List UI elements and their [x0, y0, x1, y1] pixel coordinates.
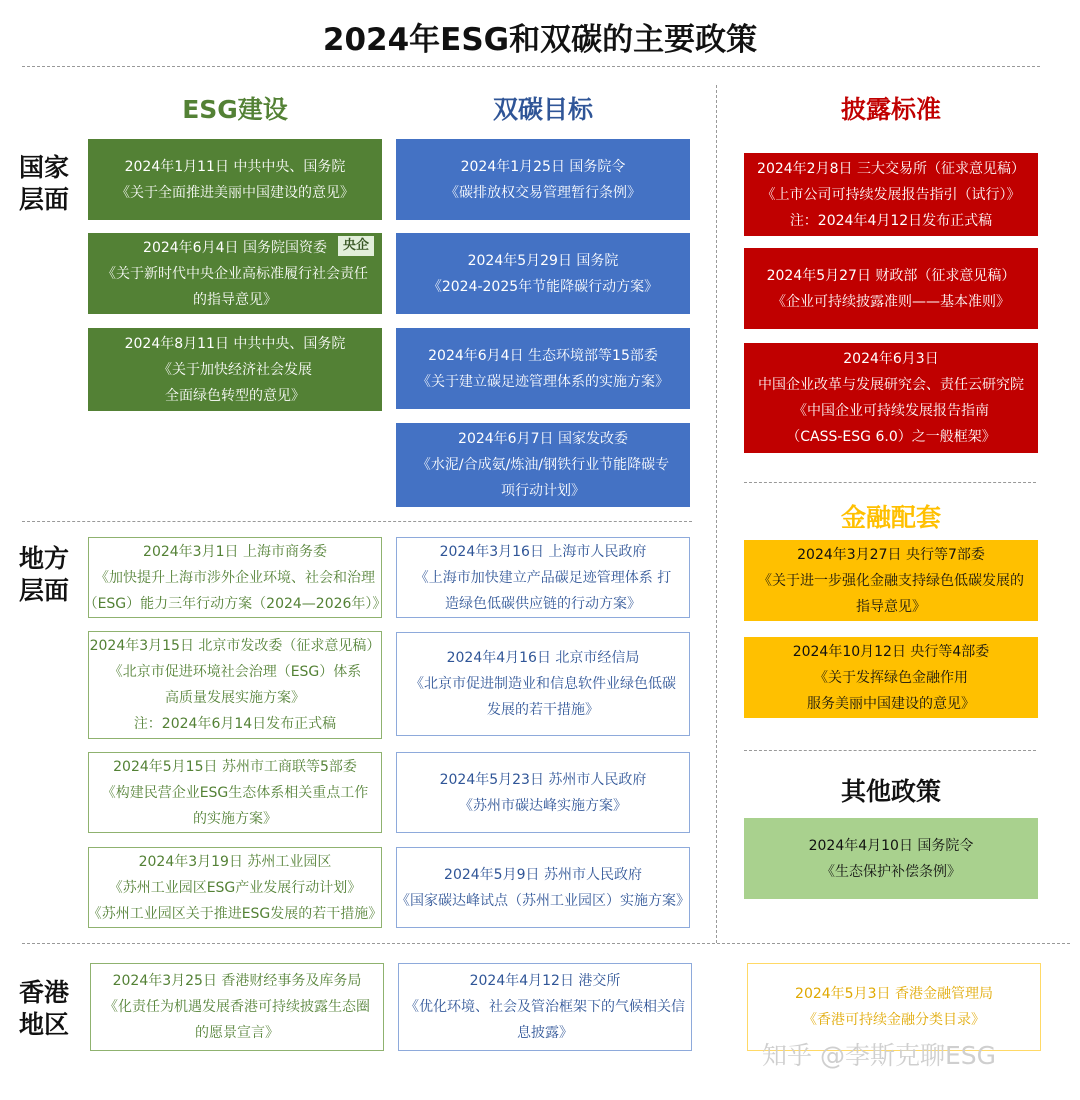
policy-text-line: （CASS-ESG 6.0）之一般框架》: [786, 429, 996, 445]
policy-date-issuer: 2024年8月11日 中共中央、国务院: [124, 335, 346, 352]
policy-text-line: 《中国企业可持续发展报告指南: [793, 403, 989, 419]
policy-box-carbon-national-3: [396, 328, 690, 409]
policy-text-line: 项行动计划》: [501, 483, 585, 499]
policy-date-issuer: 2024年5月15日 苏州市工商联等5部委: [113, 758, 357, 775]
policy-text-line: 中国企业改革与发展研究会、责任云研究院: [758, 377, 1024, 393]
policy-date-issuer: 2024年4月12日 港交所: [469, 973, 621, 989]
policy-text-line: 《关于建立碳足迹管理体系的实施方案》: [417, 373, 669, 390]
policy-box-carbon-national-4: [396, 423, 690, 507]
policy-date-issuer: 2024年1月25日 国务院令: [460, 158, 626, 175]
row-label-local: 地方 层面: [18, 544, 69, 605]
policy-date-issuer: 2024年5月9日 苏州市人民政府: [444, 866, 642, 883]
policy-date-issuer: 2024年6月3日: [843, 351, 939, 367]
policy-box-carbon-local-4: [396, 847, 690, 928]
policy-date-issuer: 2024年4月16日 北京市经信局: [446, 650, 640, 666]
policy-box-carbon-local-3: [396, 752, 690, 833]
policy-text-line: （ESG）能力三年行动方案（2024—2026年）》: [83, 595, 387, 612]
column-header-disclosure: 披露标准: [840, 95, 941, 124]
policy-box-esg-local-4: [88, 847, 382, 928]
policy-date-issuer: 2024年3月25日 香港财经事务及库务局: [112, 973, 362, 989]
national-local-divider: [22, 521, 692, 522]
local-hongkong-divider: [22, 943, 1070, 944]
policy-text-line: 造绿色低碳供应链的行动方案》: [445, 595, 641, 612]
policy-text-line: 《构建民营企业ESG生态体系相关重点工作: [101, 784, 369, 801]
policy-text-line: 服务美丽中国建设的意见》: [807, 695, 975, 712]
policy-date-issuer: 2024年3月1日 上海市商务委: [143, 543, 327, 560]
policy-box-disclosure-1: [744, 153, 1038, 236]
policy-text-line: 的愿景宣言》: [195, 1025, 279, 1041]
title-divider: [22, 66, 1040, 67]
policy-text-line: 指导意见》: [856, 598, 926, 615]
policy-text-line: 《企业可持续披露准则——基本准则》: [772, 293, 1010, 310]
policy-text-line: 《上市公司可持续发展报告指引（试行）》: [761, 186, 1021, 203]
policy-box-esg-local-3: [88, 752, 382, 833]
row-label-hongkong: 香港 地区: [18, 978, 69, 1039]
policy-text-line: 注：2024年6月14日发布正式稿: [133, 716, 337, 732]
policy-date-issuer: 2024年5月29日 国务院: [467, 252, 619, 269]
row-label-national: 国家 层面: [18, 153, 69, 214]
policy-box-hk-carbon: [398, 963, 692, 1051]
policy-date-issuer: 2024年6月4日 生态环境部等15部委: [428, 347, 658, 364]
policy-date-issuer: 2024年1月11日 中共中央、国务院: [124, 158, 346, 175]
policy-text-line: 《苏州市碳达峰实施方案》: [459, 797, 627, 814]
finance-other-divider: [744, 750, 1036, 751]
policy-date-issuer: 2024年5月3日 香港金融管理局: [795, 986, 993, 1002]
policy-text-line: 《北京市促进制造业和信息软件业绿色低碳: [410, 676, 676, 692]
policy-box-finance-2: [744, 637, 1038, 718]
policy-box-hk-esg: [90, 963, 384, 1051]
policy-box-disclosure-3: [744, 343, 1038, 453]
policy-text-line: 发展的若干措施》: [487, 702, 599, 718]
policy-box-carbon-national-2: [396, 233, 690, 314]
policy-text-line: 《关于加快经济社会发展: [158, 361, 312, 378]
policy-text-line: 《上海市加快建立产品碳足迹管理体系 打: [414, 569, 672, 586]
policy-date-issuer: 2024年5月27日 财政部（征求意见稿）: [766, 267, 1016, 284]
policy-date-issuer: 2024年2月8日 三大交易所（征求意见稿）: [757, 160, 1025, 177]
central-soe-badge: 央企: [338, 236, 374, 256]
policy-text-line: 的指导意见》: [193, 291, 277, 308]
policy-text-line: 息披露》: [517, 1025, 573, 1041]
policy-text-line: 《水泥/合成氨/炼油/钢铁行业节能降碳专: [416, 457, 670, 473]
policy-box-esg-national-3: [88, 328, 382, 411]
policy-box-esg-local-1: [83, 537, 387, 618]
column-divider: [716, 85, 717, 943]
policy-text-line: 《碳排放权交易管理暂行条例》: [445, 184, 641, 201]
column-header-esg: ESG建设: [182, 95, 288, 124]
policy-date-issuer: 2024年5月23日 苏州市人民政府: [439, 771, 647, 788]
policy-text-line: 《优化环境、社会及管治框架下的气候相关信: [405, 999, 685, 1015]
policy-text-line: 《关于全面推进美丽中国建设的意见》: [116, 184, 354, 201]
page-title: 2024年ESG和双碳的主要政策: [322, 22, 758, 58]
policy-box-esg-local-2: [88, 631, 382, 739]
policy-text-line: 《关于新时代中央企业高标准履行社会责任: [102, 265, 368, 282]
column-header-other: 其他政策: [840, 777, 941, 806]
column-header-finance: 金融配套: [840, 503, 941, 532]
column-header-carbon: 双碳目标: [492, 95, 593, 124]
policy-text-line: 《苏州工业园区ESG产业发展行动计划》: [108, 879, 362, 896]
watermark: 知乎 @李斯克聊ESG: [762, 1041, 996, 1070]
policy-text-line: 《北京市促进环境社会治理（ESG）体系: [108, 664, 362, 680]
policy-date-issuer: 2024年3月15日 北京市发改委（征求意见稿）: [89, 638, 381, 654]
policy-text-line: 高质量发展实施方案》: [165, 690, 305, 706]
policy-text-line: 《2024-2025年节能降碳行动方案》: [427, 278, 659, 295]
policy-text-line: 注：2024年4月12日发布正式稿: [789, 212, 993, 229]
policy-text-line: 《生态保护补偿条例》: [821, 863, 961, 880]
policy-text-line: 全面绿色转型的意见》: [165, 387, 305, 404]
policy-text-line: 《国家碳达峰试点（苏州工业园区）实施方案》: [396, 892, 690, 909]
policy-date-issuer: 2024年6月7日 国家发改委: [458, 431, 628, 447]
policy-text-line: 《加快提升上海市涉外企业环境、社会和治理: [95, 569, 375, 586]
policy-date-issuer: 2024年4月10日 国务院令: [808, 837, 974, 854]
policy-date-issuer: 2024年10月12日 央行等4部委: [792, 643, 990, 660]
policy-box-carbon-local-1: [396, 537, 690, 618]
policy-box-other-1: [744, 818, 1038, 899]
disclosure-finance-divider: [744, 482, 1036, 483]
policy-box-disclosure-2: [744, 248, 1038, 329]
policy-box-esg-national-1: [88, 139, 382, 220]
policy-date-issuer: 2024年3月19日 苏州工业园区: [138, 853, 332, 870]
policy-text-line: 《香港可持续金融分类目录》: [803, 1012, 985, 1028]
policy-date-issuer: 2024年3月27日 央行等7部委: [797, 546, 985, 563]
policy-date-issuer: 2024年3月16日 上海市人民政府: [439, 543, 647, 560]
policy-date-issuer: 2024年6月4日 国务院国资委: [143, 239, 327, 256]
policy-text-line: 《关于发挥绿色金融作用: [814, 669, 968, 686]
policy-box-finance-1: [744, 540, 1038, 621]
policy-text-line: 《关于进一步强化金融支持绿色低碳发展的: [758, 572, 1024, 589]
policy-text-line: 的实施方案》: [193, 810, 277, 827]
policy-box-carbon-national-1: [396, 139, 690, 220]
policy-text-line: 《苏州工业园区关于推进ESG发展的若干措施》: [87, 905, 383, 922]
policy-text-line: 《化责任为机遇发展香港可持续披露生态圈: [104, 999, 370, 1015]
policy-box-carbon-local-2: [396, 632, 690, 736]
